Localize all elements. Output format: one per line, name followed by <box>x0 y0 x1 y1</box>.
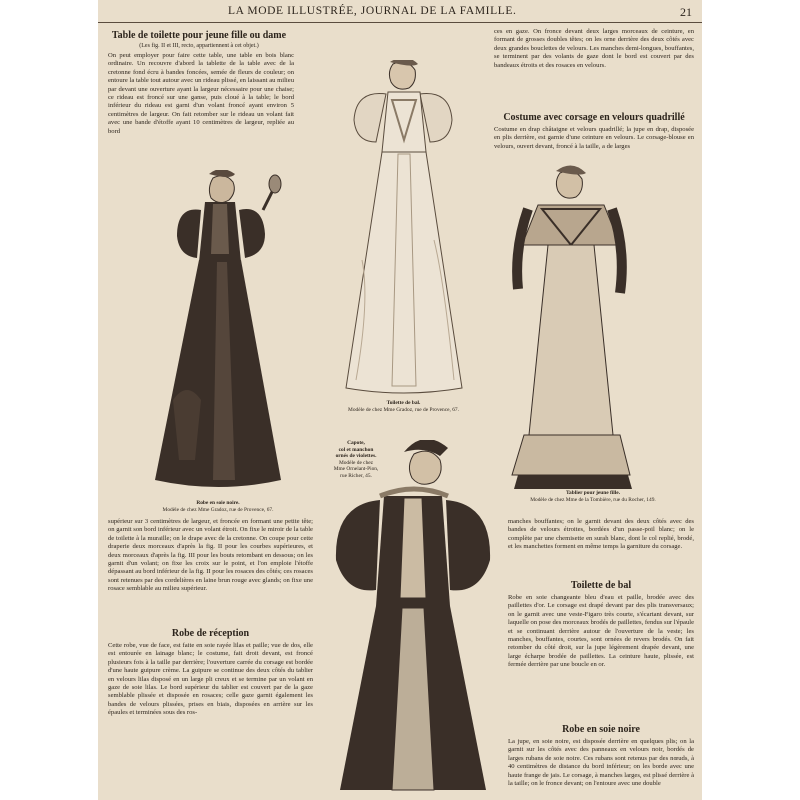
heading-table-toilette: Table de toilette pour jeune fille ou dame <box>111 30 287 41</box>
note-table-toilette: (Les fig. II et III, recto, appartiennent à cet objet.) <box>139 43 259 49</box>
caption-capote-line3: ornés de violettes. <box>335 453 377 460</box>
caption-robe-noire-sub: Modèle de chez Mme Gradoz, rue de Provence, 67. <box>162 506 274 513</box>
caption-toilette-bal-sub: Modèle de chez Mme Gradoz, rue de Provence, 67. <box>348 406 459 413</box>
caption-tablier-title: Tablier pour jeune fille. <box>565 490 621 496</box>
heading-robe-soie-noire: Robe en soie noire <box>562 724 640 735</box>
caption-tablier <box>493 490 693 503</box>
caption-toilette-bal <box>316 400 491 413</box>
text-robe-reception: Cette robe, vue de face, est faite en soie rayée lilas et paille; vue de dos, elle est entourée en lainage blanc; le costume, fait droit devant, est froncé plusieurs fois à la taille par derrière; l'ouverture carrée du corsage est bordée d'une haute guipure crème. La guipure se continue des deux côtés du tablier en velours lilas disposé en un large pli creux et se termine par un volant en gaze de soie lilas. Le bord supérieur du tablier est couvert par de la gaze semblable plissée et disposée en rosaces; celle gaze garnit également les bandes de velours plissées, prises en biais, disposées en arrière sur les épaules et terminées sous des ros- <box>108 642 313 717</box>
text-top-right: ces en gaze. On fronce devant deux larges morceaux de ceinture, en formant de grosses doubles têtes; on les orne derrière des deux côtés avec deux grandes bouclettes de velours. Les manches demi-longues, bouffantes, se terminent par des volants de gaze dont le bord est couvert par des bandeaux étroits et des rosaces en velours. <box>494 28 694 69</box>
caption-capote-line5: Mme Ornelant-Pion, <box>333 466 379 473</box>
caption-capote-title: Capote, <box>347 440 365 446</box>
journal-page <box>98 0 702 800</box>
journal-title: LA MODE ILLUSTRÉE, JOURNAL DE LA FAMILLE. <box>228 5 517 17</box>
illustration-toilette-de-bal <box>338 60 468 395</box>
heading-toilette-bal: Toilette de bal <box>570 580 632 591</box>
caption-capote-line2: col et manchon <box>338 446 374 453</box>
caption-tablier-sub: Modèle de chez Mme de la Tombière, rue du Rocher, 149. <box>530 496 656 503</box>
caption-robe-noire-title: Robe en soie noire. <box>196 500 240 506</box>
heading-robe-reception: Robe de réception <box>171 628 250 639</box>
heading-costume-velours: Costume avec corsage en velours quadrillé <box>503 112 685 123</box>
illustration-robe-soie-noire <box>143 170 293 495</box>
text-toilette-bal: Robe en soie changeante bleu d'eau et paille, brodée avec des paillettes d'or. Le corsage est drapé devant par des plis transversaux; on le garnit avec une veste-Figaro très courte, s'écartant devant, sur laquelle on pose des morceaux brodés de paillettes, fendus sur l'épaule et se continuant derrière autour de l'ouverture de la veste; les manches, bouffantes, courtes, sont ornées de revers brodés. On fait retomber du côté droit, sur la jupe légèrement drapée devant, une large écharpe brodée de paillettes. La ceinture haute, plissée, est fermée derrière par une boucle en or. <box>508 594 694 669</box>
caption-robe-noire <box>143 500 293 513</box>
caption-toilette-bal-title: Toilette de bal. <box>386 400 421 406</box>
caption-capote-line6: rue Richer, 45. <box>340 472 372 479</box>
caption-capote-line4: Modèle de chez <box>338 459 374 466</box>
text-robe-soie-noire: La jupe, en soie noire, est disposée derrière en quelques plis; on la garnit sur les côtés avec des panneaux en velours noir, bordés de larges rubans de soie noire. Ces rubans sont retenus par des nœuds, à 40 centimètres de distance du bord inférieur; on les borde avec une haute frange de jais. Le corsage, à manches larges, est plissé derrière à la taille; on le fronce devant; on l'entoure avec une double <box>508 738 694 788</box>
text-table-toilette-cont: supérieur sur 3 centimètres de largeur, et froncée en formant une petite tête; on garnit son bord inférieur avec un volant étroit. On fixe le miroir de la table de toilette à la muraille; on le drape avec de la cretonne. On coupe pour cette draperie deux morceaux d'après la fig. II pour les courbes supérieures, et deux morceaux d'après la fig. III pour les bouts retombant en dessous; on les garnit d'un volant; on fixe les croix sur le point, et l'on emploie l'étoffe dépassant au bord inférieur de la fig. II pour les rosaces des côtés; ces rosaces sont retenues par des cordelières en laine brun rouge avec glands; on fixe une rosace semblable au milieu supérieur. <box>108 518 313 593</box>
page-header <box>98 0 702 23</box>
illustration-robe-reception <box>320 440 506 800</box>
text-table-toilette: On peut employer pour faire cette table, une table en bois blanc ordinaire. Un recouvre d'abord la tablette de la table avec de la cretonne fond écru à bandes foncées, semée de fleurs de couleur; on entoure la table tout autour avec un rideau plissé, en laissant au milieu par devant une ouverture ayant la largeur nécessaire pour une chaise; ce rideau est froncé sur une ganse, puis cloué à la table; le bord inférieur du rideau est garni d'un volant froncé ayant environ 5 centimètres de largeur. On fait retomber sur le rideau un volant fait avec une bande d'étoffe ayant 10 centimètres de largeur, repliée au bord <box>108 52 294 135</box>
text-manches: manches bouffantes; on le garnit devant des deux côtés avec des bandes de velours étroites, bordées d'un passe-poil blanc; on le complète par une chemisette en surah blanc, dont le col replié, brodé, et les manchettes forment en même temps la garniture du corsage. <box>508 518 694 551</box>
page-number: 21 <box>680 5 692 19</box>
text-costume-velours: Costume en drap châtaigne et velours quadrillé; la jupe en drap, disposée en plis derrière, est garnie d'une ceinture en velours. Le corsage-blouse en velours, ouvert devant, froncé à la taille, a de larges <box>494 126 694 150</box>
illustration-tablier-jeune-fille <box>498 165 648 490</box>
